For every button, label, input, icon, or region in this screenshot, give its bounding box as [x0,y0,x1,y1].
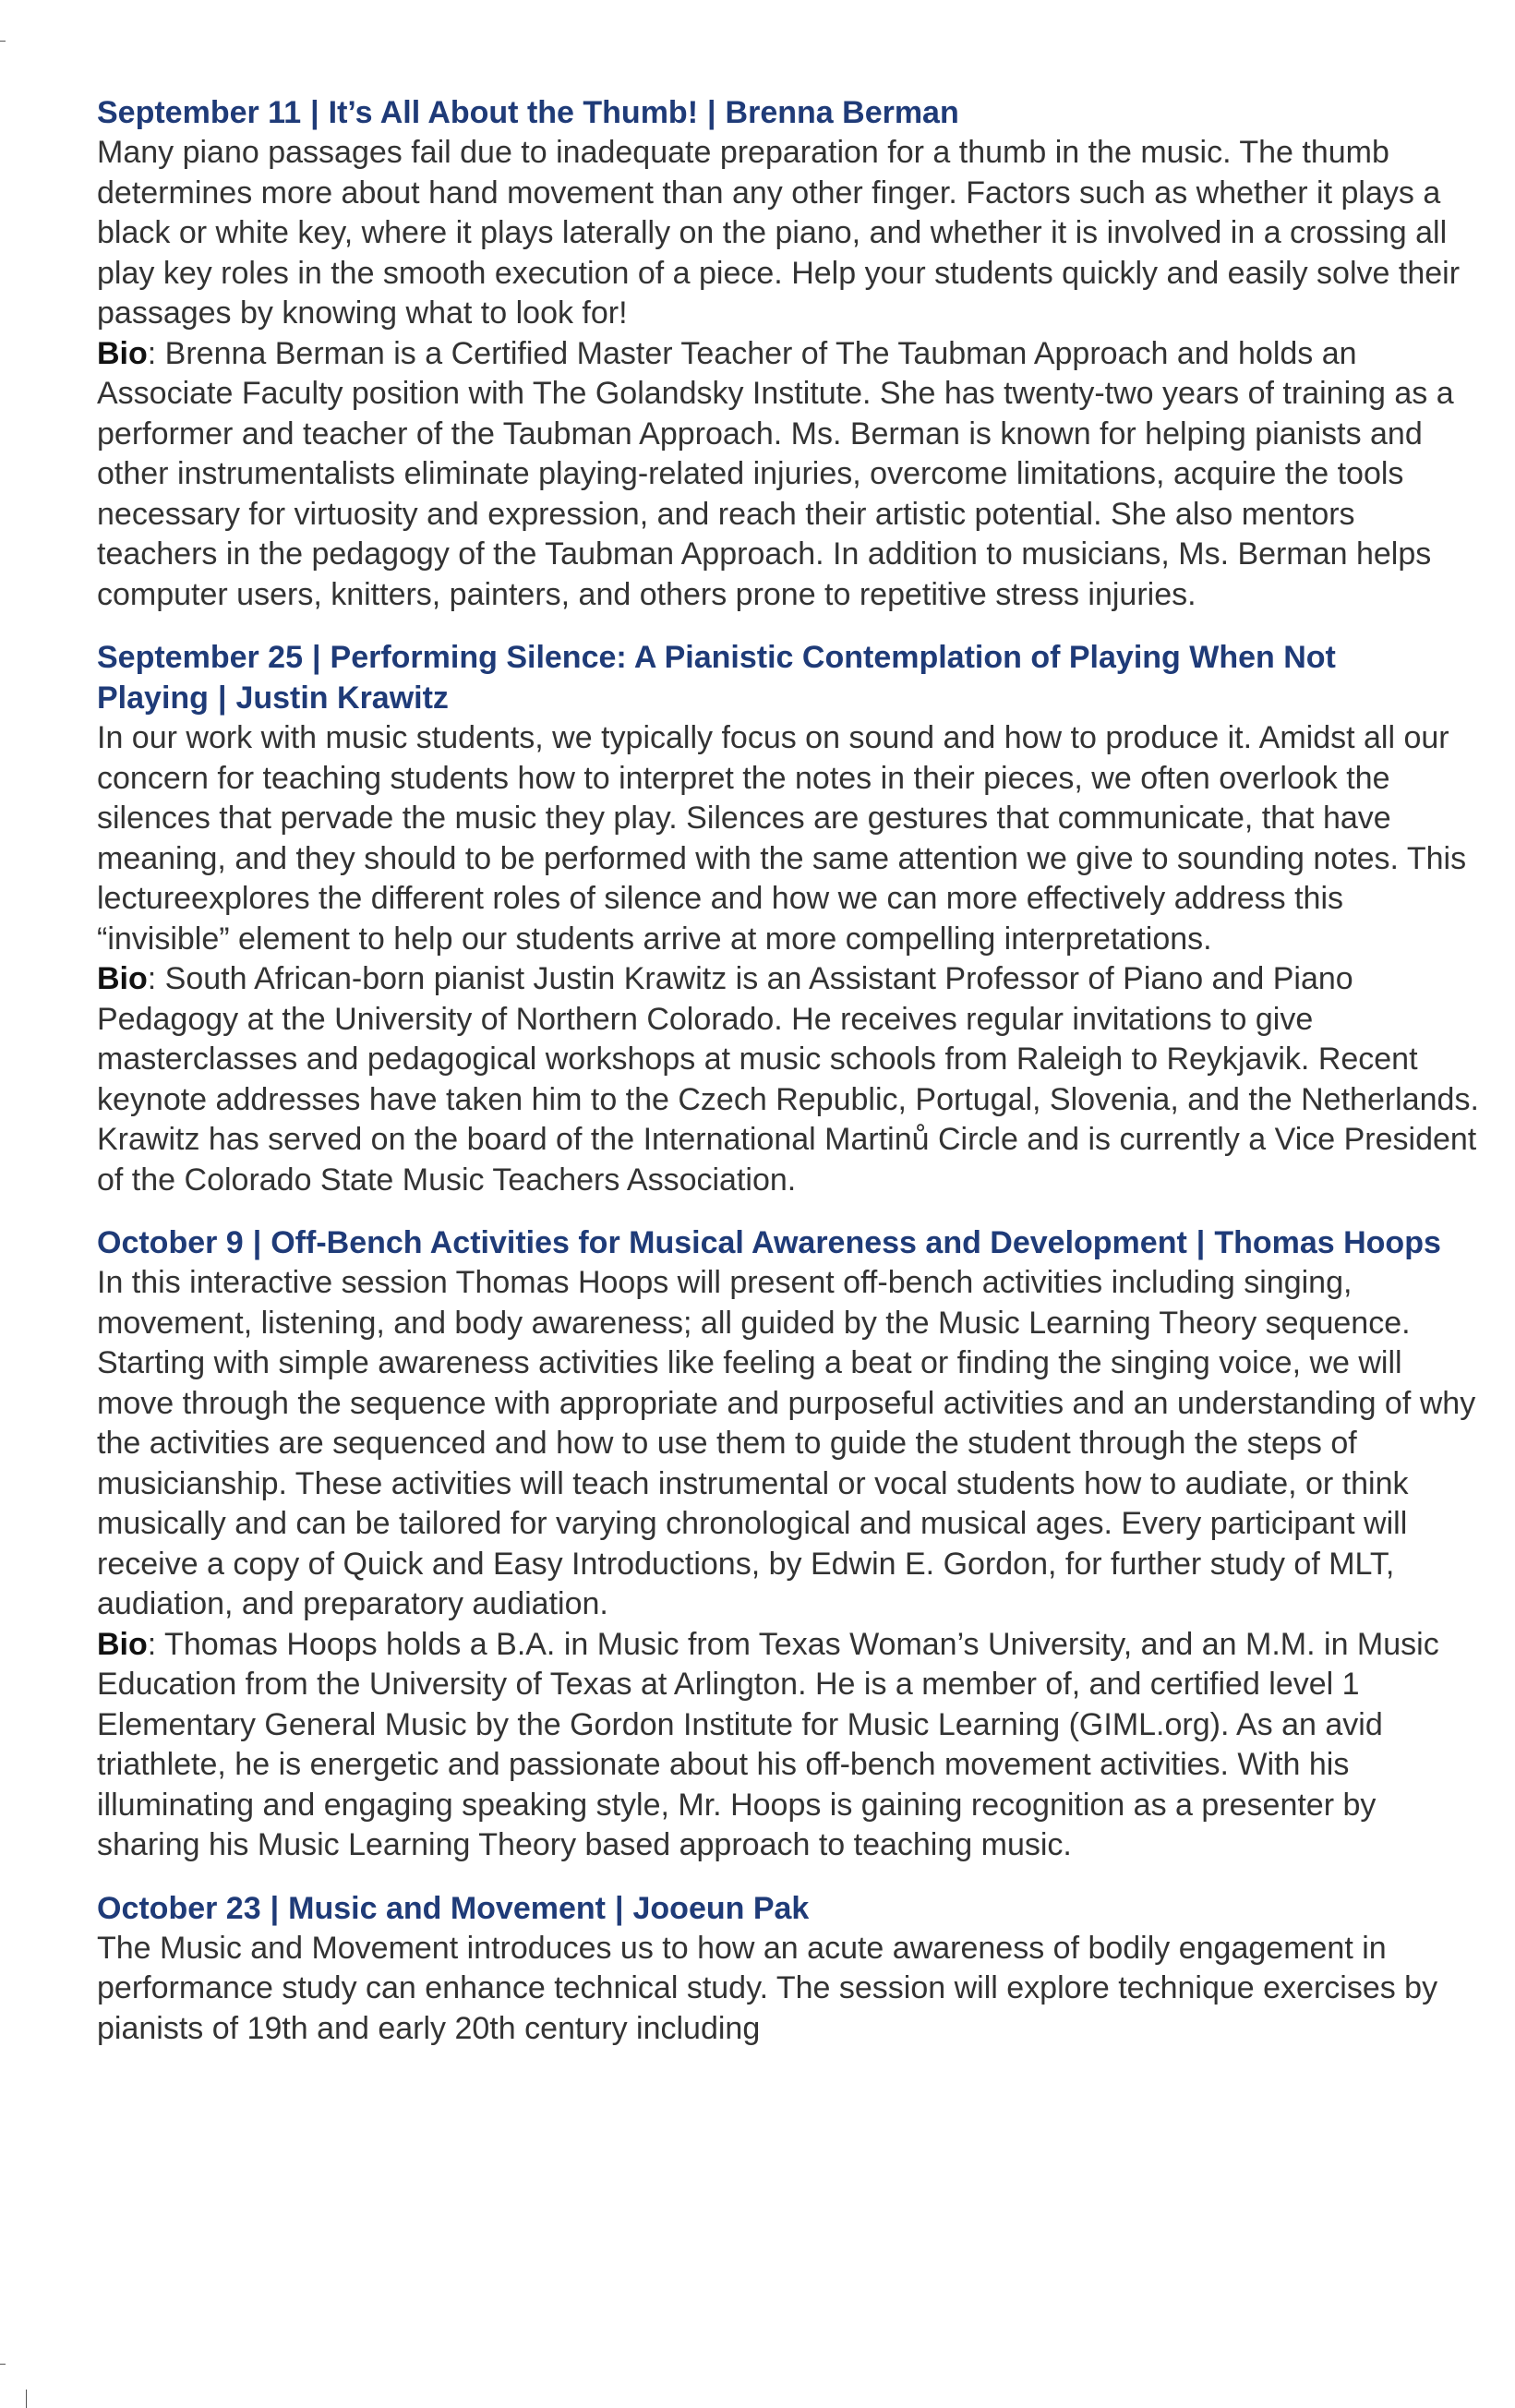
session-october-23 [97,1888,1482,2050]
session-bio [97,1625,1482,1866]
bio-label: Bio [97,335,148,371]
separator: | [252,1225,262,1260]
session-presenter: Brenna Berman [725,95,959,130]
session-heading [97,92,1482,133]
session-presenter: Justin Krawitz [235,680,449,716]
separator: | [614,1890,624,1926]
bio-text: : Thomas Hoops holds a B.A. in Music from Texas Woman’s University, and an M.M. in Music Education from the University of Texas at Arlington. He is a member of, and certified level 1 Elementary General Music by the Gordon Institute for Music Learning (GIML.org). As an avid triathlete, he is energetic and passionate about his off-bench movement activities. With his illuminating and engaging speaking style, Mr. Hoops is gaining recognition as a presenter by sharing his Music Learning Theory based approach to teaching music. [97,1626,1439,1862]
session-description: In this interactive session Thomas Hoops will present off-bench activities including singing, movement, listening, and body awareness; all guided by the Music Learning Theory sequence. Starting with simple awareness activities like feeling a beat or finding the singing voice, we will move through the sequence with appropriate and purposeful activities and an understanding of why the activities are sequenced and how to use them to guide the student through the steps of musicianship. These activities will teach instrumental or vocal students how to audiate, or think musically and can be tailored for varying chronological and musical ages. Every participant will receive a copy of Quick and Easy Introductions, by Edwin E. Gordon, for further study of MLT, audiation, and preparatory audiation. [97,1265,1476,1621]
separator: | [217,680,227,716]
bio-label: Bio [97,1626,148,1662]
session-title: Music and Movement [288,1890,606,1926]
session-title: It’s All About the Thumb! [328,95,699,130]
separator: | [310,95,319,130]
session-bio [97,334,1482,616]
session-heading [97,1222,1482,1263]
session-description: The Music and Movement introduces us to how an acute awareness of bodily engagement in performance study can enhance technical study. The session will explore technique exercises by pianists of 19th and early 20th century including [97,1930,1438,2046]
session-presenter: Jooeun Pak [632,1890,810,1926]
session-description: In our work with music students, we typically focus on sound and how to produce it. Amidst all our concern for teaching students how to interpret the notes in their pieces, we often overlook the silences that pervade the music they play. Silences are gestures that communicate, that have meaning, and they should to be performed with the same attention we give to sounding notes. This lectureexplores the different roles of silence and how we can more effectively address this “invisible” element to help our students arrive at more compelling interpretations. [97,720,1467,957]
session-september-25 [97,637,1482,1200]
session-september-11 [97,92,1482,615]
session-october-9 [97,1222,1482,1866]
bio-label: Bio [97,961,148,996]
session-date: September 25 [97,640,303,675]
separator: | [270,1890,280,1926]
session-date: September 11 [97,95,302,130]
session-description: Many piano passages fail due to inadequate preparation for a thumb in the music. The thumb determines more about hand movement than any other finger. Factors such as whether it plays a black or white key, where it plays laterally on the piano, and whether it is involved in a crossing all play key roles in the smooth execution of a piece. Help your students quickly and easily solve their passages by knowing what to look for! [97,135,1461,331]
session-heading [97,1888,1482,1929]
crop-mark [26,2390,27,2408]
separator: | [312,640,321,675]
session-date: October 23 [97,1890,261,1926]
session-list [97,92,1482,2071]
crop-mark [0,2364,6,2365]
session-heading [97,637,1482,718]
session-bio [97,959,1482,1200]
session-title: Performing Silence: A Pianistic Contemplation of Playing When Not Playing [97,640,1336,716]
separator: | [1196,1225,1206,1260]
session-date: October 9 [97,1225,244,1260]
separator: | [707,95,716,130]
bio-text: : South African-born pianist Justin Krawitz is an Assistant Professor of Piano and Piano Pedagogy at the University of Northern Colorado. He receives regular invitations to give masterclasses and pedagogical workshops at music schools from Raleigh to Reykjavik. Recent keynote addresses have taken him to the Czech Republic, Portugal, Slovenia, and the Netherlands. Krawitz has served on the board of the International Martinů Circle and is currently a Vice President of the Colorado State Music Teachers Association. [97,961,1479,1198]
session-presenter: Thomas Hoops [1214,1225,1441,1260]
bio-text: : Brenna Berman is a Certified Master Teacher of The Taubman Approach and holds an Associate Faculty position with The Golandsky Institute. She has twenty-two years of training as a performer and teacher of the Taubman Approach. Ms. Berman is known for helping pianists and other instrumentalists eliminate playing-related injuries, overcome limitations, acquire the tools necessary for virtuosity and expression, and reach their artistic potential. She also mentors teachers in the pedagogy of the Taubman Approach. In addition to musicians, Ms. Berman helps computer users, knitters, painters, and others prone to repetitive stress injuries. [97,335,1454,612]
session-title: Off-Bench Activities for Musical Awareness and Development [271,1225,1187,1260]
crop-mark [0,41,6,42]
